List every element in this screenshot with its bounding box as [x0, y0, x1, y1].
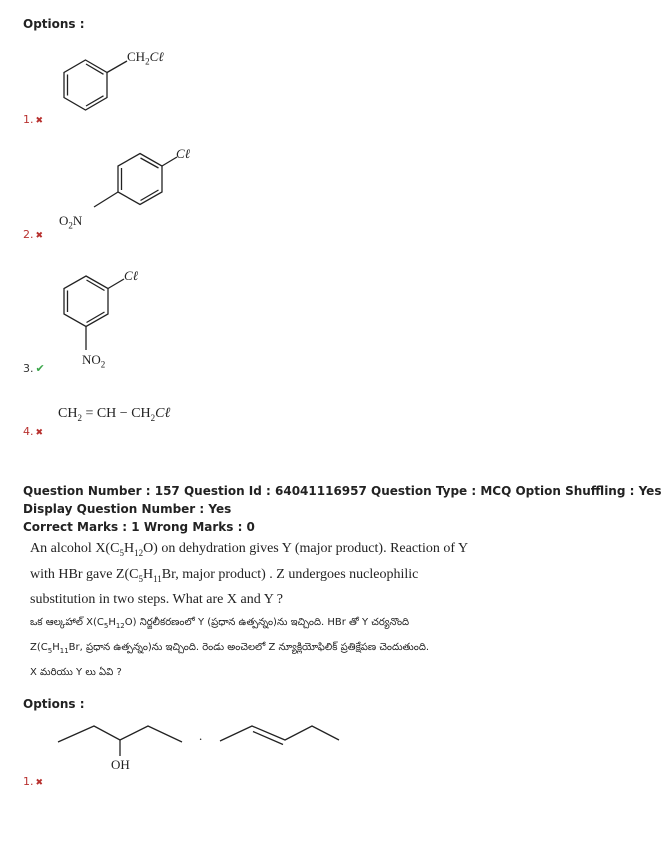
option-4-formula: $CH_2$ = CH − $CH_2C\ell$	[58, 406, 171, 423]
wrong-mark-icon: ✖	[35, 428, 44, 438]
question-text-te: $Z(C_5H_{11}Br$, ప్రధాన ఉత్పన్నం)ను ఇచ్చింది. రెండు అంచెలలో Z న్యూక్లియోఫిలిక్ ప్రతిక్షేపణ చెందుతుంది.	[30, 642, 430, 655]
hydroxyl-label: OH	[111, 757, 130, 772]
question-text-en: with HBr gave $Z(C_5H_{11}Br$, major product) . Z undergoes nucleophilic	[30, 567, 419, 584]
options-heading: Options :	[23, 17, 85, 31]
question-text-en: An alcohol $X(C_5H_{12}O)$ on dehydration gives Y (major product). Reaction of Y	[30, 541, 469, 558]
option-1-number[interactable]: 1. ✖	[23, 113, 44, 126]
question-text-te: ఒక ఆల్కహాల్ $X(C_5H_{12}O)$ నిర్జలీకరణంలో Y (ప్రధాన ఉత్పన్నం)ను ఇచ్చింది. HBr తో Y చర్యనొంది	[30, 617, 410, 630]
option-3-number[interactable]: 3. ✔	[23, 362, 45, 375]
marks-line: Correct Marks : 1 Wrong Marks : 0	[23, 520, 255, 534]
nitro-label: $NO_2$	[82, 352, 106, 370]
chloro-label: Cℓ	[176, 146, 191, 161]
question-meta-line: Display Question Number : Yes	[23, 502, 232, 516]
benzyl-substituent-label: $CH_2C\ell$	[127, 49, 164, 67]
options-heading: Options :	[23, 697, 85, 711]
option-4-number[interactable]: 4. ✖	[23, 425, 44, 438]
wrong-mark-icon: ✖	[35, 116, 44, 126]
wrong-mark-icon: ✖	[35, 231, 44, 241]
question-text-en: substitution in two steps. What are X and Y ?	[30, 592, 283, 607]
chloro-label: Cℓ	[124, 268, 139, 283]
wrong-mark-icon: ✖	[35, 778, 44, 788]
option-2-number[interactable]: 2. ✖	[23, 228, 44, 241]
question-meta-line: Question Number : 157 Question Id : 64041116957 Question Type : MCQ Option Shuffling : Yes	[23, 484, 661, 498]
question-text-te: X మరియు Y లు ఏవి ?	[30, 667, 122, 678]
separator-dot: .	[199, 728, 203, 743]
nitro-label: $O_2N$	[59, 213, 83, 231]
option-1-number[interactable]: 1. ✖	[23, 775, 44, 788]
check-mark-icon: ✔	[35, 362, 45, 375]
